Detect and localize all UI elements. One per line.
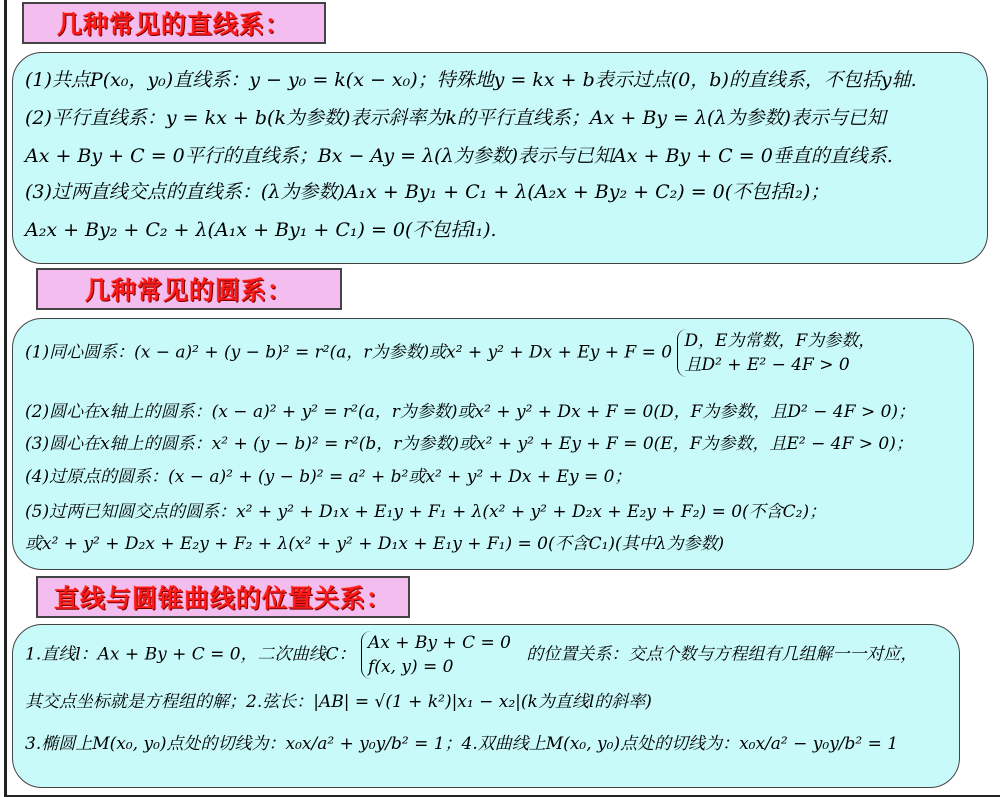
circles-item-2: (2)圆心在x轴上的圆系：(x − a)² + y² = r²(a，r为参数)或x² + y² + Dx + F = 0(D，F为参数，且D² − 4F > 0)； [25, 402, 916, 422]
conics-system [361, 631, 521, 679]
lines-item-3: (3)过两直线交点的直线系：(λ为参数)A₁x + By₁ + C₁ + λ(A₂x + By₂ + C₂) = 0(不包括l₂)； [25, 181, 830, 203]
section-title-circles [36, 268, 342, 310]
conics-item-3: 3.椭圆上M(x₀, y₀)点处的切线为：x₀x/a² + y₀y/b² = 1；4.双曲线上M(x₀, y₀)点处的切线为：x₀x/a² − y₀y/b² = 1 [25, 734, 899, 754]
conics-system-eq-1: Ax + By + C = 0 [368, 633, 511, 653]
conics-system-eq-2: f(x, y) = 0 [368, 657, 454, 677]
conics-title-text: 直线与圆锥曲线的位置关系： [53, 584, 392, 613]
circles-item-5-cont: 或x² + y² + D₂x + E₂y + F₂ + λ(x² + y² + D₁x + E₁y + F₁) = 0(不含C₁)(其中λ为参数) [25, 534, 725, 554]
left-border [4, 0, 7, 797]
circles-item-1-text: (1)同心圆系：(x − a)² + (y − b)² = r²(a，r为参数)或x² + y² + Dx + Ey + F = 0 [25, 342, 673, 363]
lines-panel [12, 52, 988, 264]
circles-panel [12, 318, 974, 570]
lines-item-2: (2)平行直线系：y = kx + b(k为参数)表示斜率为k的平行直线系；Ax + By = λ(λ为参数)表示与已知 [25, 107, 886, 129]
circles-title-text: 几种常见的圆系： [84, 276, 293, 305]
circles-item-1-conditions [677, 329, 885, 377]
lines-item-2-cont: Ax + By + C = 0平行的直线系；Bx − Ay = λ(λ为参数)表示与已知Ax + By + C = 0垂直的直线系. [25, 145, 893, 167]
section-title-conics [36, 576, 410, 618]
conics-item-2: 其交点坐标就是方程组的解；2.弦长：|AB| = √(1 + k²)|x₁ − x₂|(k为直线l的斜率) [25, 692, 652, 712]
lines-item-1: (1)共点P(x₀，y₀)直线系：y − y₀ = k(x − x₀)；特殊地y = kx + b表示过点(0，b)的直线系，不包括y轴. [25, 69, 917, 91]
circles-item-4: (4)过原点的圆系：(x − a)² + (y − b)² = a² + b²或x² + y² + Dx + Ey = 0； [25, 467, 632, 487]
circles-item-5: (5)过两已知圆交点的圆系：x² + y² + D₁x + E₁y + F₁ + λ(x² + y² + D₂x + E₂y + F₂) = 0(不含C₂)； [25, 502, 827, 522]
circles-item-3: (3)圆心在x轴上的圆系：x² + (y − b)² = r²(b，r为参数)或x² + y² + Ey + F = 0(E，F为参数，且E² − 4F > 0)； [25, 434, 913, 454]
conics-item-1-right: 的位置关系：交点个数与方程组有几组解一一对应， [526, 644, 918, 665]
conics-item-1 [25, 631, 917, 679]
lines-title-text: 几种常见的直线系： [56, 10, 291, 39]
section-title-lines [22, 2, 326, 44]
conics-item-1-left: 1.直线l：Ax + By + C = 0，二次曲线C： [25, 644, 356, 665]
lines-item-3-cont: A₂x + By₂ + C₂ + λ(A₁x + By₁ + C₁) = 0(不包括l₁). [25, 219, 497, 241]
circles-item-1-cond-2: 且D² + E² − 4F > 0 [684, 355, 850, 375]
circles-item-1 [25, 329, 885, 377]
conics-panel [12, 624, 960, 788]
circles-item-1-cond-1: D，E为常数，F为参数， [684, 331, 876, 351]
